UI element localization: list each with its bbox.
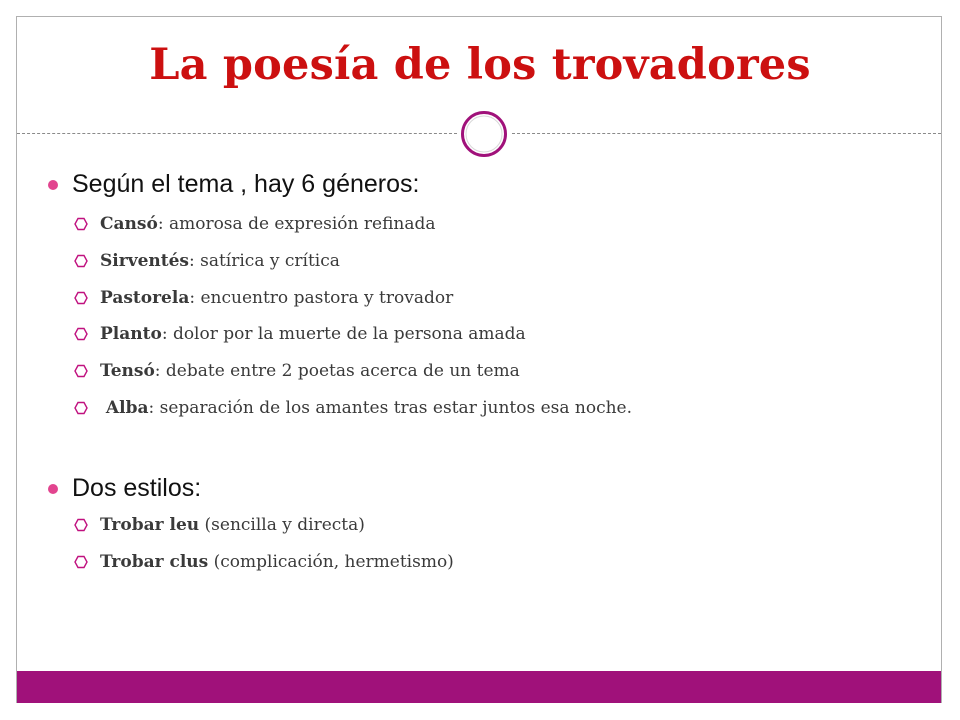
hexagon-bullet-icon xyxy=(74,518,88,532)
footer-band xyxy=(17,671,941,703)
genre-description: : satírica y crítica xyxy=(188,251,340,271)
hexagon-bullet-icon xyxy=(74,217,88,231)
genre-description: : separación de los amantes tras estar juntos esa noche. xyxy=(148,398,633,418)
style-term: Trobar clus xyxy=(100,552,209,572)
hexagon-bullet-icon xyxy=(74,254,88,268)
list-item xyxy=(74,214,436,234)
hexagon-bullet-icon xyxy=(74,555,88,569)
genre-term: Pastorela xyxy=(100,288,190,308)
list-item xyxy=(74,398,632,418)
section-heading-text: Dos estilos: xyxy=(72,474,202,502)
list-item xyxy=(74,361,520,381)
genre-term: Planto xyxy=(100,324,162,344)
list-item xyxy=(74,324,526,344)
genre-term: Cansó xyxy=(100,214,158,234)
hexagon-bullet-icon xyxy=(74,364,88,378)
genre-term: Sirventés xyxy=(100,251,189,271)
list-item xyxy=(74,515,365,535)
ring-icon xyxy=(457,110,511,158)
dot-bullet-icon xyxy=(48,484,58,494)
genre-term: Alba xyxy=(100,398,149,418)
style-description: (sencilla y directa) xyxy=(199,515,365,535)
dot-bullet-icon xyxy=(48,180,58,190)
hexagon-bullet-icon xyxy=(74,291,88,305)
list-item xyxy=(74,552,454,572)
title-divider-right xyxy=(512,133,941,134)
section-heading-genres xyxy=(48,170,419,199)
genre-term: Tensó xyxy=(100,361,155,381)
genre-description: : encuentro pastora y trovador xyxy=(189,288,454,308)
style-description: (complicación, hermetismo) xyxy=(208,552,454,572)
hexagon-bullet-icon xyxy=(74,327,88,341)
hexagon-bullet-icon xyxy=(74,401,88,415)
genre-description: : amorosa de expresión refinada xyxy=(157,214,436,234)
slide-title: La poesía de los trovadores xyxy=(149,40,811,90)
style-term: Trobar leu xyxy=(100,515,200,535)
list-item xyxy=(74,288,453,308)
genre-description: : dolor por la muerte de la persona amada xyxy=(161,324,526,344)
genre-description: : debate entre 2 poetas acerca de un tema xyxy=(154,361,520,381)
section-heading-styles xyxy=(48,474,201,503)
title-divider-left xyxy=(17,133,457,134)
list-item xyxy=(74,251,340,271)
section-heading-text: Según el tema , hay 6 géneros: xyxy=(72,170,420,198)
